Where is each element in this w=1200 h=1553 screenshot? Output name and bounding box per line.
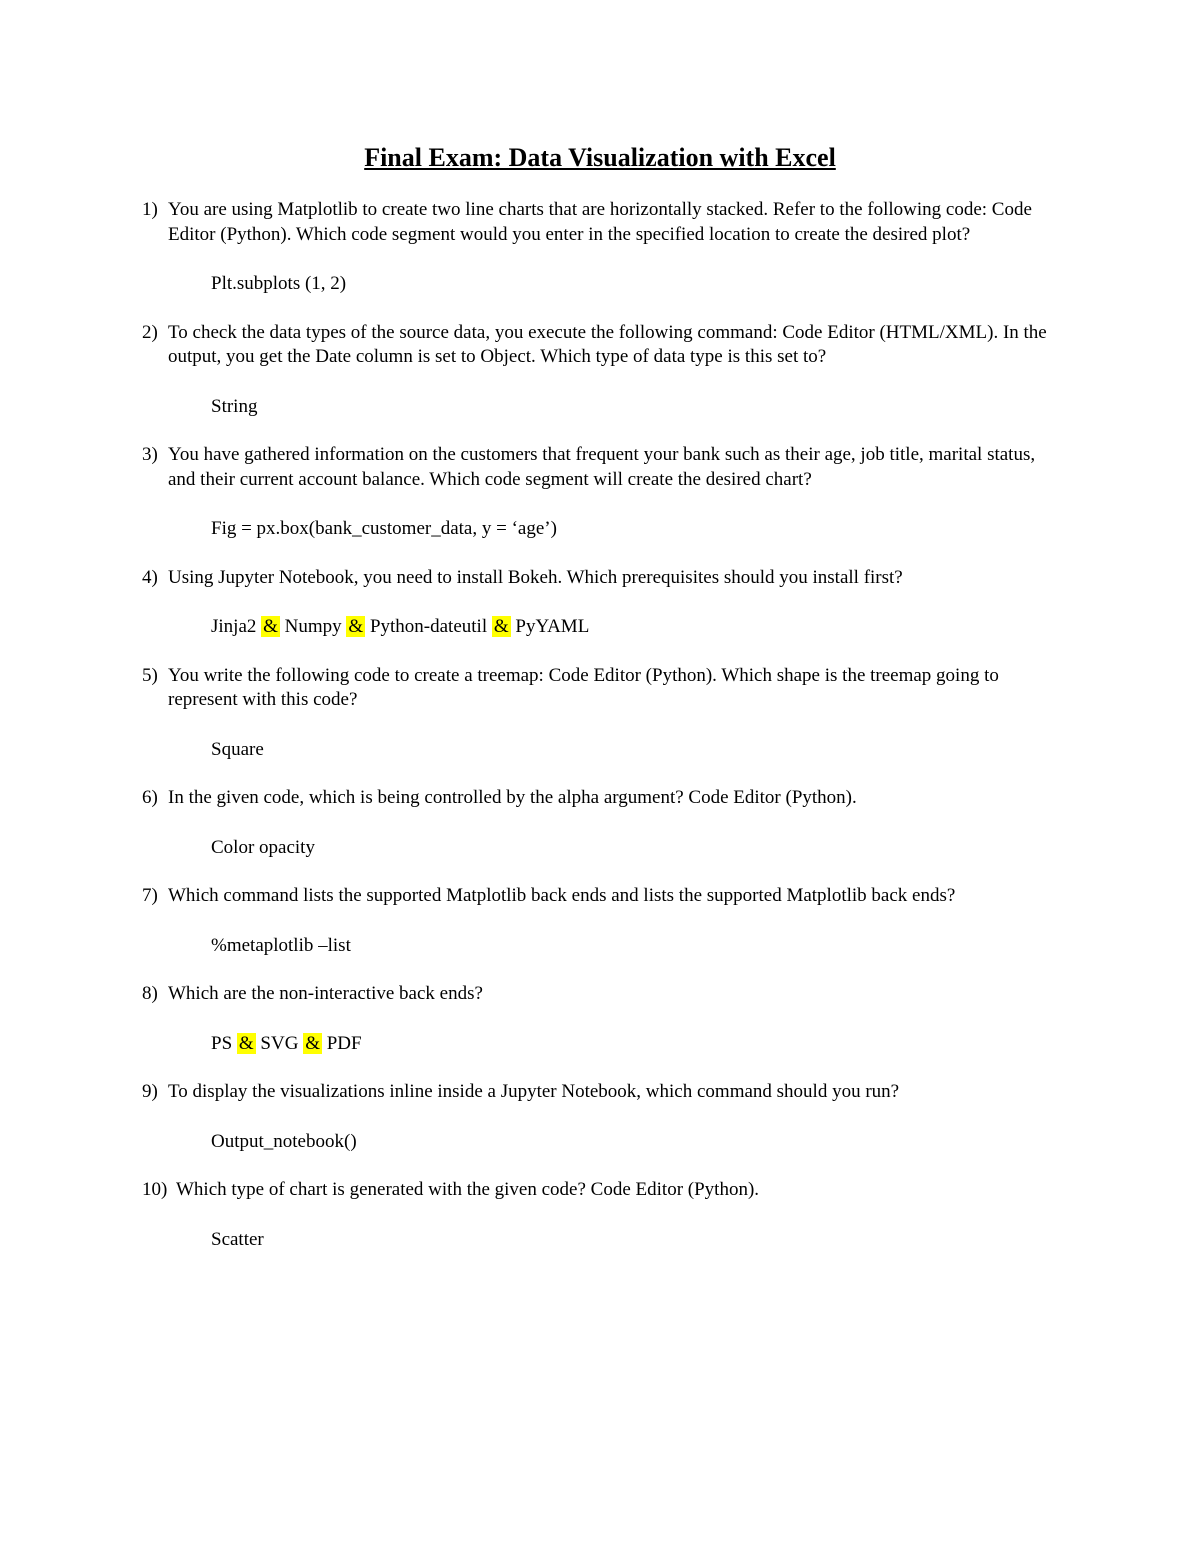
document-title: Final Exam: Data Visualization with Excel	[364, 143, 836, 172]
answer-segment: Numpy	[279, 616, 347, 637]
answer-text	[211, 395, 1062, 420]
answer-segment: %metaplotlib –list	[211, 934, 351, 956]
answer-segment: PyYAML	[510, 616, 590, 637]
question-text: You have gathered information on the customers that frequent your bank such as their age, job title, marital status, and their current account balance. Which code segment will create the desired chart?	[168, 444, 1036, 490]
answer-segment: PS	[211, 1032, 237, 1054]
answer-segment: PDF	[321, 1032, 362, 1054]
question-text: To check the data types of the source data, you execute the following command: Code Editor (HTML/XML). In the output, you get the Date column is set to Object. Which type of data type is this set to?	[168, 321, 1047, 367]
answer-text	[211, 738, 1062, 763]
answer-text	[211, 1228, 1062, 1253]
highlighted-ampersand: &	[238, 1032, 254, 1054]
question-item	[142, 1080, 1062, 1154]
question-text: In the given code, which is being controlled by the alpha argument? Code Editor (Python).	[168, 787, 857, 808]
answer-segment: Scatter	[211, 1228, 264, 1250]
answer-segment: Python-dateutil	[365, 616, 492, 637]
highlighted-ampersand: &	[263, 616, 278, 637]
question-number: 10)	[142, 1179, 168, 1200]
question-text: Using Jupyter Notebook, you need to install Bokeh. Which prerequisites should you install first?	[168, 566, 903, 588]
question-text: You are using Matplotlib to create two line charts that are horizontally stacked. Refer to the following code: Code Editor (Python). Which code segment would you enter in the specified location to create the desired plot?	[168, 199, 1032, 245]
highlighted-ampersand: &	[305, 1032, 320, 1054]
question-text: To display the visualizations inline inside a Jupyter Notebook, which command should you run?	[168, 1081, 900, 1102]
question-number: 2)	[142, 321, 158, 343]
question-text: You write the following code to create a treemap: Code Editor (Python). Which shape is the treemap going to represent with this code?	[168, 664, 999, 710]
question-item	[142, 321, 1062, 420]
highlighted-ampersand: &	[348, 616, 364, 637]
answer-segment: Jinja2	[211, 616, 262, 637]
answer-text	[211, 836, 1062, 861]
question-item	[142, 664, 1062, 763]
question-item	[142, 1178, 1062, 1252]
question-item	[142, 443, 1062, 542]
question-number: 8)	[142, 983, 158, 1004]
answer-text	[211, 934, 1062, 959]
answer-text	[211, 517, 1062, 542]
answer-text	[211, 615, 1062, 640]
question-number: 3)	[142, 444, 158, 465]
answer-segment: SVG	[255, 1032, 304, 1054]
question-item	[142, 198, 1062, 297]
question-item	[142, 786, 1062, 860]
answer-segment: Square	[211, 738, 264, 760]
answer-segment: Color opacity	[211, 836, 315, 858]
question-list	[142, 198, 1062, 1276]
answer-text	[211, 1130, 1062, 1155]
question-number: 5)	[142, 664, 158, 686]
question-number: 4)	[142, 566, 158, 588]
question-number: 1)	[142, 199, 158, 220]
question-number: 9)	[142, 1081, 158, 1102]
answer-segment: Plt.subplots (1, 2)	[211, 273, 347, 294]
highlighted-ampersand: &	[493, 616, 509, 637]
question-text: Which are the non-interactive back ends?	[168, 983, 483, 1004]
answer-segment: Output_notebook()	[211, 1130, 357, 1152]
question-item	[142, 566, 1062, 640]
answer-segment: String	[211, 395, 258, 417]
question-text: Which type of chart is generated with the given code? Code Editor (Python).	[176, 1179, 760, 1200]
answer-segment: Fig = px.box(bank_customer_data, y = ‘age’)	[211, 518, 557, 539]
question-number: 6)	[142, 787, 158, 808]
answer-text	[211, 272, 1062, 297]
question-text: Which command lists the supported Matplotlib back ends and lists the supported Matplotlib back ends?	[168, 885, 956, 906]
answer-text	[211, 1032, 1062, 1057]
question-item	[142, 884, 1062, 958]
question-number: 7)	[142, 885, 158, 906]
question-item	[142, 982, 1062, 1056]
